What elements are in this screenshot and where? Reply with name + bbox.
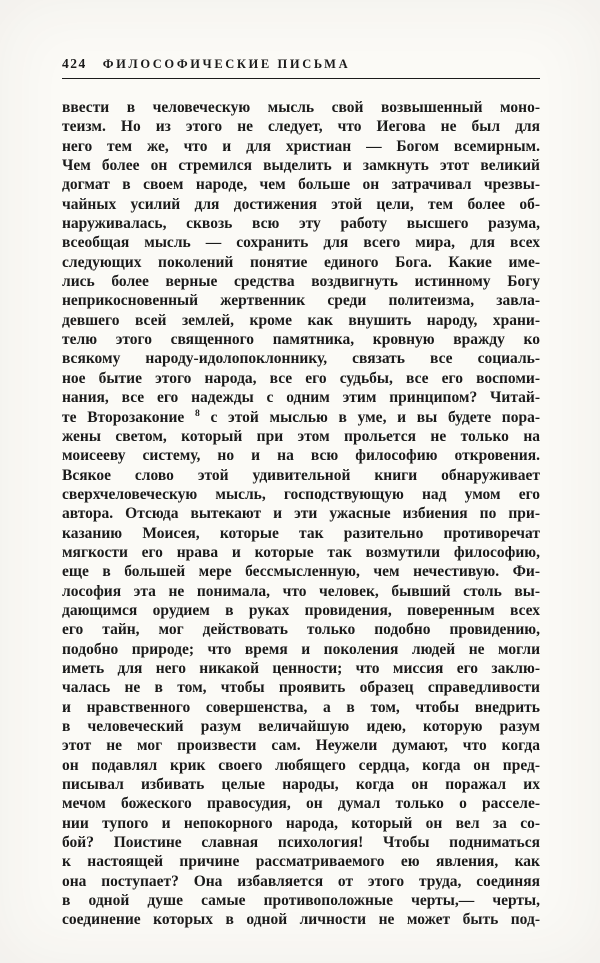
text-line: в одной душе самые противоположные черты,— черты, xyxy=(62,892,540,910)
running-header xyxy=(62,56,540,72)
text-line: жены светом, который при этом прольется не только на xyxy=(62,427,540,445)
text-line: наруживалась, сквозь всю эту работу высшего разума, xyxy=(62,215,540,233)
header-rule xyxy=(62,78,540,79)
text-line: лософия эта не понимала, что человек, бывший столь вы- xyxy=(62,582,540,600)
text-line: девшего всей землей, кроме как внушить народу, храни- xyxy=(62,311,540,329)
text-line: догмат в своем народе, чем больше он затрачивал чрезвы- xyxy=(62,176,540,194)
text-line: теизм. Но из этого не следует, что Иегова не был для xyxy=(62,118,540,136)
text-line: иметь для него никакой ценности; что миссия его заклю- xyxy=(62,659,540,677)
text-line: он подавлял крик своего любящего сердца, когда он пред- xyxy=(62,756,540,774)
text-line: этот не мог произвести сам. Неужели думают, что когда xyxy=(62,737,540,755)
text-line: следующих поколений понятие единого Бога. Какие име- xyxy=(62,253,540,271)
text-line: еще в большей мере бессмысленную, чем нечестивую. Фи- xyxy=(62,563,540,581)
text-segment: с этой мыслью в уме, и вы будете пора- xyxy=(199,408,541,426)
text-line: дающимся орудием в руках провидения, поверенным всех xyxy=(62,601,540,619)
page-number: 424 xyxy=(62,56,87,71)
text-line: бой? Поистине славная психология! Чтобы подниматься xyxy=(62,834,540,852)
text-line: автора. Отсюда вытекают и эти ужасные избиения по при- xyxy=(62,505,540,523)
text-line xyxy=(62,408,540,427)
text-line: лись более верные средства воздвигнуть истинному Богу xyxy=(62,273,540,291)
text-line: мягкости его нрава и которые так возмутили философию, xyxy=(62,543,540,561)
text-segment: те Второзаконие xyxy=(62,408,195,426)
text-line: телю этого священного памятника, кровную вражду ко xyxy=(62,331,540,349)
text-line: чалась не в том, чтобы проявить образец справедливости xyxy=(62,679,540,697)
text-line: она поступает? Она избавляется от этого труда, соединяя xyxy=(62,872,540,890)
text-line: Чем более он стремился выделить и замкнуть этот великий xyxy=(62,157,540,175)
text-line: подобно природе; что время и поколения людей не могли xyxy=(62,640,540,658)
footnote-ref: 8 xyxy=(194,407,200,419)
text-line: казанию Моисея, которые так разительно противоречат xyxy=(62,524,540,542)
text-line: к настоящей причине рассматриваемого ею явления, как xyxy=(62,853,540,871)
text-line: ввести в человеческую мысль свой возвышенный моно- xyxy=(62,99,540,116)
text-line: сверхчеловеческую мысль, господствующую над умом его xyxy=(62,485,540,503)
text-line: всеобщая мысль — сохранить для всего мира, для всех xyxy=(62,234,540,252)
text-line: писывал избивать целые народы, когда он поражал их xyxy=(62,776,540,794)
text-line: соединение которых в одной личности не может быть под- xyxy=(62,911,540,929)
text-line: в человеческий разум величайшую идею, которую разум xyxy=(62,718,540,735)
text-line: моисееву систему, но и на всю философию откровения. xyxy=(62,447,540,465)
text-line: Всякое слово этой удивительной книги обнаруживает xyxy=(62,466,540,484)
text-line: нии тупого и непокорного народа, который он вел за со- xyxy=(62,814,540,832)
text-line: его тайн, мог действовать только подобно провидению, xyxy=(62,621,540,639)
text-line: него тем же, что и для христиан — Богом всемирным. xyxy=(62,137,540,155)
text-line: ное бытие этого народа, все его судьбы, все его воспоми- xyxy=(62,369,540,387)
text-line: неприкосновенный жертвенник среди политеизма, завла- xyxy=(62,292,540,310)
text-line: мечом божеского правосудия, он думал только о расселе- xyxy=(62,795,540,813)
text-line: всякому народу-идолопоклоннику, связать все социаль- xyxy=(62,350,540,368)
text-line: нания, все его надежды с одним этим принципом? Читай- xyxy=(62,389,540,407)
text-line: и нравственного совершенства, а в том, чтобы внедрить xyxy=(62,698,540,716)
body-text xyxy=(62,98,540,930)
text-line: чайных усилий для достижения этой цели, тем более об- xyxy=(62,195,540,213)
chapter-title: ФИЛОСОФИЧЕСКИЕ ПИСЬМА xyxy=(102,57,351,71)
